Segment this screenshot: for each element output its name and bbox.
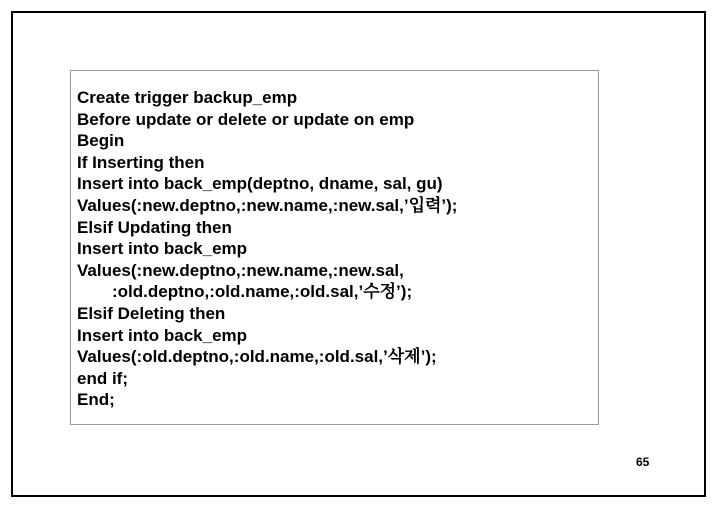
code-line: Elsif Updating then <box>77 217 232 237</box>
code-line: Insert into back_emp <box>77 239 248 259</box>
trigger-code-block <box>77 87 457 411</box>
code-line: Values(:old.deptno,:old.name,:old.sal,’삭제’); <box>77 347 437 367</box>
code-line: end if; <box>77 368 128 388</box>
code-line: Values(:new.deptno,:new.name,:new.sal, <box>77 260 404 280</box>
page-number: 65 <box>636 455 650 469</box>
code-line: Before update or delete or update on emp <box>77 109 415 129</box>
code-line: Insert into back_emp(deptno, dname, sal, gu) <box>77 174 443 194</box>
code-line: Begin <box>77 131 125 151</box>
code-line: End; <box>77 390 115 410</box>
code-line: Create trigger backup_emp <box>77 88 298 107</box>
code-line: Insert into back_emp <box>77 325 248 345</box>
code-line: :old.deptno,:old.name,:old.sal,’수정’); <box>112 282 413 302</box>
code-line: Values(:new.deptno,:new.name,:new.sal,’입력’); <box>77 195 458 215</box>
code-line: Elsif Deleting then <box>77 303 226 323</box>
code-line: If Inserting then <box>77 152 205 172</box>
